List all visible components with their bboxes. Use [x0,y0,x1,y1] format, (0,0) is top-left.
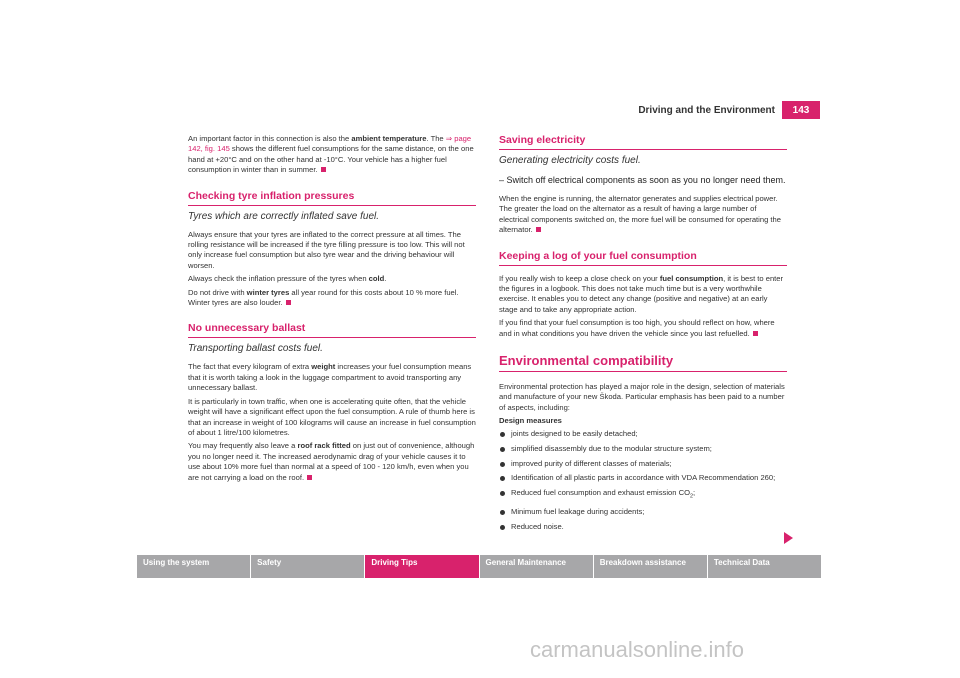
tyres-heading: Checking tyre inflation pressures [188,190,476,206]
ballast-heading: No unnecessary ballast [188,322,476,338]
environment-paragraph: Environmental protection has played a major role in the design, selection of materials and manufacture of your new Škoda. Particular emphasis has been paid to a number of aspects, including: [499,382,785,412]
tab-safety[interactable]: Safety [251,555,364,578]
section-end-marker [286,300,291,305]
tab-breakdown-assistance[interactable]: Breakdown assistance [594,555,707,578]
electricity-subheading: Generating electricity costs fuel. [499,155,641,166]
list-item: joints designed to be easily detached; [499,429,787,439]
list-item: Minimum fuel leakage during accidents; [499,507,787,517]
list-item: Identification of all plastic parts in accordance with VDA Recommendation 260; [499,473,787,483]
list-item: Reduced noise. [499,522,787,532]
section-end-marker [321,167,326,172]
tyres-paragraph-1: Always ensure that your tyres are inflated to the correct pressure at all times. The rolling resistance will be increased if the tyre filling pressure is too low. This will not only increase fuel consumption but also tyre wear and the driving behaviour will worsen. [188,229,465,270]
ballast-paragraph-2: It is particularly in town traffic, when one is accelerating quite often, that the vehicle weight will have a significant effect upon the fuel consumption. A rule of thumb here is that an increase in weight of 100 kilograms will cause an increase in fuel consumption of about 1 litre/100 kilometres. [188,396,476,437]
intro-paragraph: An important factor in this connection is also the ambient temperature. The ⇒ page 142, fig. 145 shows the different fuel consumptions for the same distance, on the one hand at +20°C and on the other hand at -10°C. Your vehicle has a higher fuel consumption in winter than in summer. [188,134,474,175]
list-item: improved purity of different classes of materials; [499,459,787,469]
section-end-marker [753,331,758,336]
figure-link[interactable]: ⇒ page 142, fig. 145 [188,134,472,154]
fuel-log-paragraph-2: If you find that your fuel consumption is too high, you should reflect on how, where and in what conditions you have driven the vehicle since you last refuelled. [499,318,775,338]
next-page-arrow-icon[interactable] [784,532,793,544]
left-column [188,134,476,486]
ballast-paragraph-1: The fact that every kilogram of extra weight increases your fuel consumption means that it is worth taking a look in the luggage compartment to avoid transporting any unnecessary ballast. [188,362,472,393]
page-header-title: Driving and the Environment [638,105,775,116]
list-item: simplified disassembly due to the modular structure system; [499,444,787,454]
list-item: Reduced fuel consumption and exhaust emission $CO_2$; [499,488,787,502]
watermark-text: carmanualsonline.info [530,637,745,662]
fuel-log-paragraph-1: If you really wish to keep a close check on your fuel consumption, it is best to enter the figures in a logbook. This does not take much time but is a very worthwhile exercise. It enables you to detect any change (positive and negative) at an early stage and to take any appropriate action. [499,273,784,314]
design-measures-title: Design measures [499,416,562,426]
electricity-step: – Switch off electrical components as soon as you no longer need them. [499,175,786,185]
tyres-paragraph-2: Always check the inflation pressure of the tyres when cold. [188,274,387,284]
ballast-paragraph-3: You may frequently also leave a roof rack fitted on just out of convenience, although you no longer need it. The increased aerodynamic drag of your vehicle causes it to use about 10% more fuel than normal at a speed of 100 - 120 km/h, even when you are not carrying a load on the roof. [188,441,475,482]
fuel-log-heading: Keeping a log of your fuel consumption [499,250,787,266]
environment-heading: Environmental compatibility [499,353,787,372]
tyres-paragraph-3: Do not drive with winter tyres all year round for this costs about 10 % more fuel. Winter tyres are also louder. [188,287,459,308]
page-number: 143 [782,101,820,119]
right-column [499,134,787,537]
design-measures-list [499,429,787,532]
tab-technical-data[interactable]: Technical Data [708,555,821,578]
section-end-marker [307,475,312,480]
tab-general-maintenance[interactable]: General Maintenance [480,555,593,578]
section-end-marker [536,227,541,232]
chapter-nav-bar [137,555,821,578]
ballast-subheading: Transporting ballast costs fuel. [188,343,323,355]
tab-driving-tips[interactable]: Driving Tips [365,555,478,578]
electricity-heading: Saving electricity [499,134,787,150]
tyres-subheading: Tyres which are correctly inflated save fuel. [188,210,380,222]
electricity-paragraph: When the engine is running, the alternator generates and supplies electrical power. The greater the load on the alternator as a result of having a large number of electrical components switched on, the more fuel will be consumed for operating the alternator. [499,194,781,235]
tab-using-the-system[interactable]: Using the system [137,555,250,578]
